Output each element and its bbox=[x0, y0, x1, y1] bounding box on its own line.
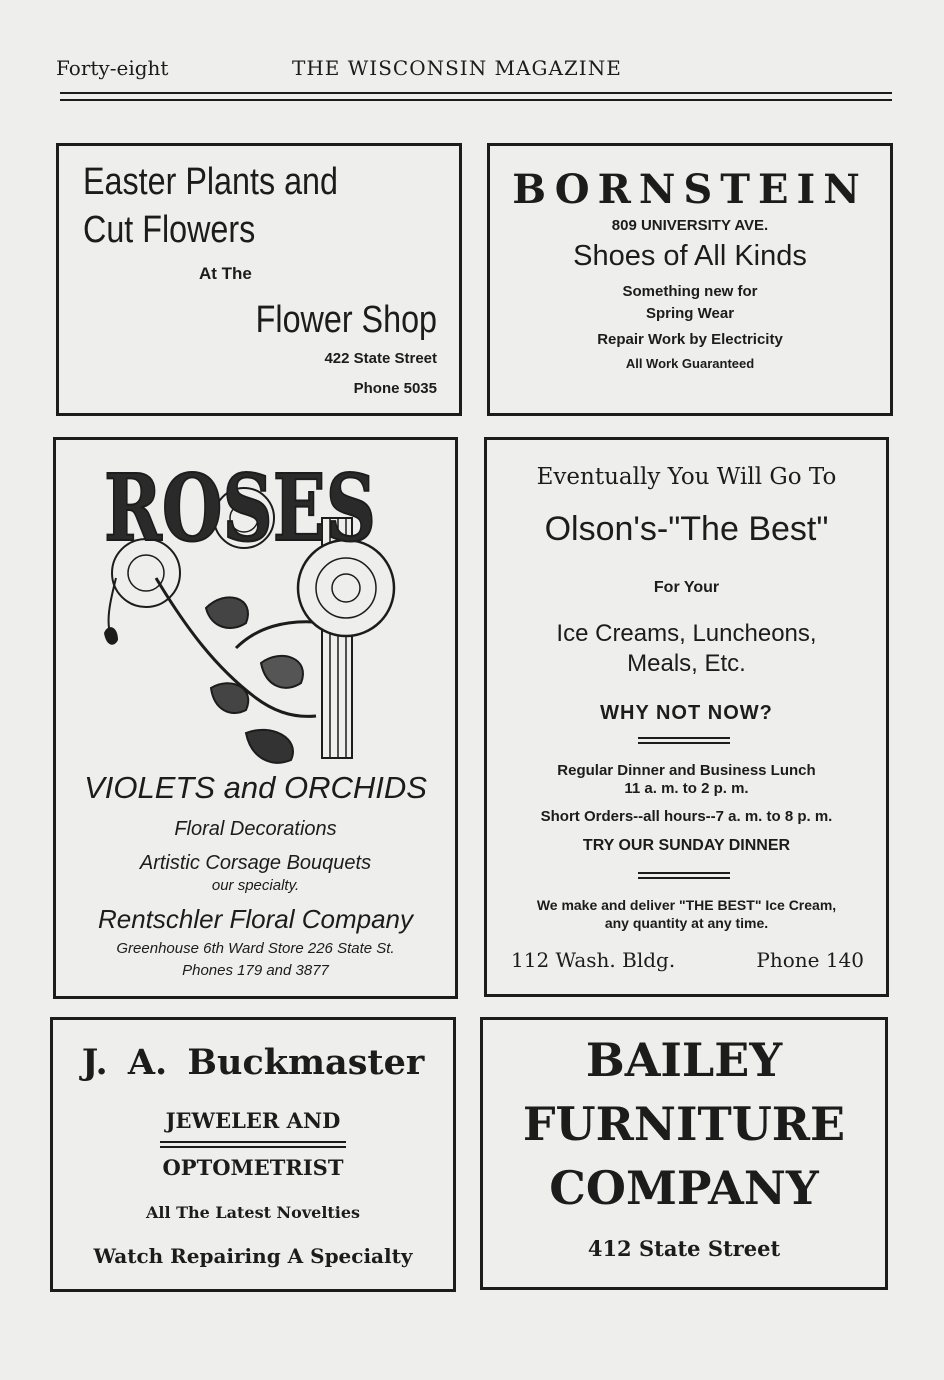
page-number: Forty-eight bbox=[56, 56, 169, 80]
olsons-address: 112 Wash. Bldg. bbox=[511, 948, 676, 972]
buckmaster-title-1: JEWELER AND bbox=[165, 1108, 341, 1133]
rose-bud bbox=[104, 627, 118, 645]
bailey-furniture-ad bbox=[480, 1017, 888, 1290]
olsons-dinner: Regular Dinner and Business Lunch bbox=[557, 762, 816, 779]
corsage-bouquets: Artistic Corsage Bouquets bbox=[139, 852, 372, 874]
rentschler-company: Rentschler Floral Company bbox=[97, 904, 413, 934]
olsons-phone: Phone 140 bbox=[756, 948, 864, 972]
olsons-sunday-dinner: TRY OUR SUNDAY DINNER bbox=[582, 837, 791, 854]
header-rule-top bbox=[60, 92, 892, 94]
buckmaster-ad bbox=[50, 1017, 456, 1292]
bailey-line-1: BAILEY bbox=[585, 1033, 783, 1087]
olsons-menu-2: Meals, Etc. bbox=[627, 650, 746, 677]
bailey-line-3: COMPANY bbox=[549, 1161, 819, 1215]
flower-shop-at: At The bbox=[199, 264, 252, 283]
olsons-short-orders: Short Orders--all hours--7 a. m. to 8 p. m. bbox=[540, 808, 833, 825]
rentschler-phones: Phones 179 and 3877 bbox=[182, 962, 329, 979]
bornstein-address: 809 UNIVERSITY AVE. bbox=[611, 217, 769, 234]
bailey-address: 412 State Street bbox=[587, 1236, 781, 1261]
olsons-menu-1: Ice Creams, Luncheons, bbox=[556, 620, 817, 647]
header-rule-bottom bbox=[60, 99, 892, 101]
olsons-deliver-2: any quantity at any time. bbox=[604, 915, 769, 931]
rose-leaf bbox=[246, 730, 293, 763]
our-specialty: our specialty. bbox=[211, 877, 300, 894]
bornstein-line-2: Spring Wear bbox=[645, 305, 735, 322]
buckmaster-novelties: All The Latest Novelties bbox=[145, 1203, 361, 1222]
olsons-ad bbox=[484, 437, 889, 997]
buckmaster-name: J. A. Buckmaster bbox=[81, 1042, 425, 1083]
olsons-divider-1 bbox=[638, 737, 730, 744]
olsons-line-1: Eventually You Will Go To bbox=[536, 464, 837, 490]
flower-shop-name: Flower Shop bbox=[255, 299, 437, 341]
bornstein-repair: Repair Work by Electricity bbox=[597, 331, 783, 348]
olsons-name: Olson's-"The Best" bbox=[544, 510, 829, 548]
roses-illustration bbox=[96, 448, 426, 778]
bornstein-guarantee: All Work Guaranteed bbox=[625, 356, 755, 371]
flower-shop-headline-1: Easter Plants and bbox=[83, 161, 338, 203]
roses-title: ROSES bbox=[104, 454, 376, 562]
magazine-title: THE WISCONSIN MAGAZINE bbox=[292, 56, 622, 80]
buckmaster-repair: Watch Repairing A Specialty bbox=[93, 1244, 413, 1268]
olsons-why-not-now: WHY NOT NOW? bbox=[600, 702, 773, 724]
buckmaster-title-2: OPTOMETRIST bbox=[162, 1155, 344, 1180]
flower-shop-address: 422 State Street bbox=[324, 350, 437, 367]
flower-shop-ad bbox=[56, 143, 462, 416]
bornstein-ad bbox=[487, 143, 893, 416]
floral-decorations: Floral Decorations bbox=[174, 818, 337, 840]
buckmaster-divider bbox=[160, 1141, 346, 1148]
rose-leaf bbox=[211, 683, 248, 713]
flower-shop-phone: Phone 5035 bbox=[353, 380, 437, 397]
violets-orchids: VIOLETS and ORCHIDS bbox=[84, 770, 427, 805]
olsons-deliver-1: We make and deliver "THE BEST" Ice Cream, bbox=[536, 897, 837, 913]
olsons-divider-2 bbox=[638, 872, 730, 879]
bailey-line-2: FURNITURE bbox=[522, 1097, 846, 1151]
rentschler-floral-ad bbox=[53, 437, 458, 999]
bornstein-name: BORNSTEIN bbox=[512, 166, 868, 213]
rentschler-locations: Greenhouse 6th Ward Store 226 State St. bbox=[116, 940, 395, 957]
olsons-dinner-hours: 11 a. m. to 2 p. m. bbox=[624, 780, 749, 797]
rose-leaf bbox=[206, 597, 248, 628]
olsons-for-your: For Your bbox=[653, 579, 720, 596]
rose-leaf bbox=[261, 656, 303, 688]
bornstein-tagline: Shoes of All Kinds bbox=[573, 240, 807, 272]
rose-stem bbox=[236, 622, 326, 648]
flower-shop-headline-2: Cut Flowers bbox=[83, 209, 256, 251]
bornstein-line-1: Something new for bbox=[622, 283, 758, 300]
